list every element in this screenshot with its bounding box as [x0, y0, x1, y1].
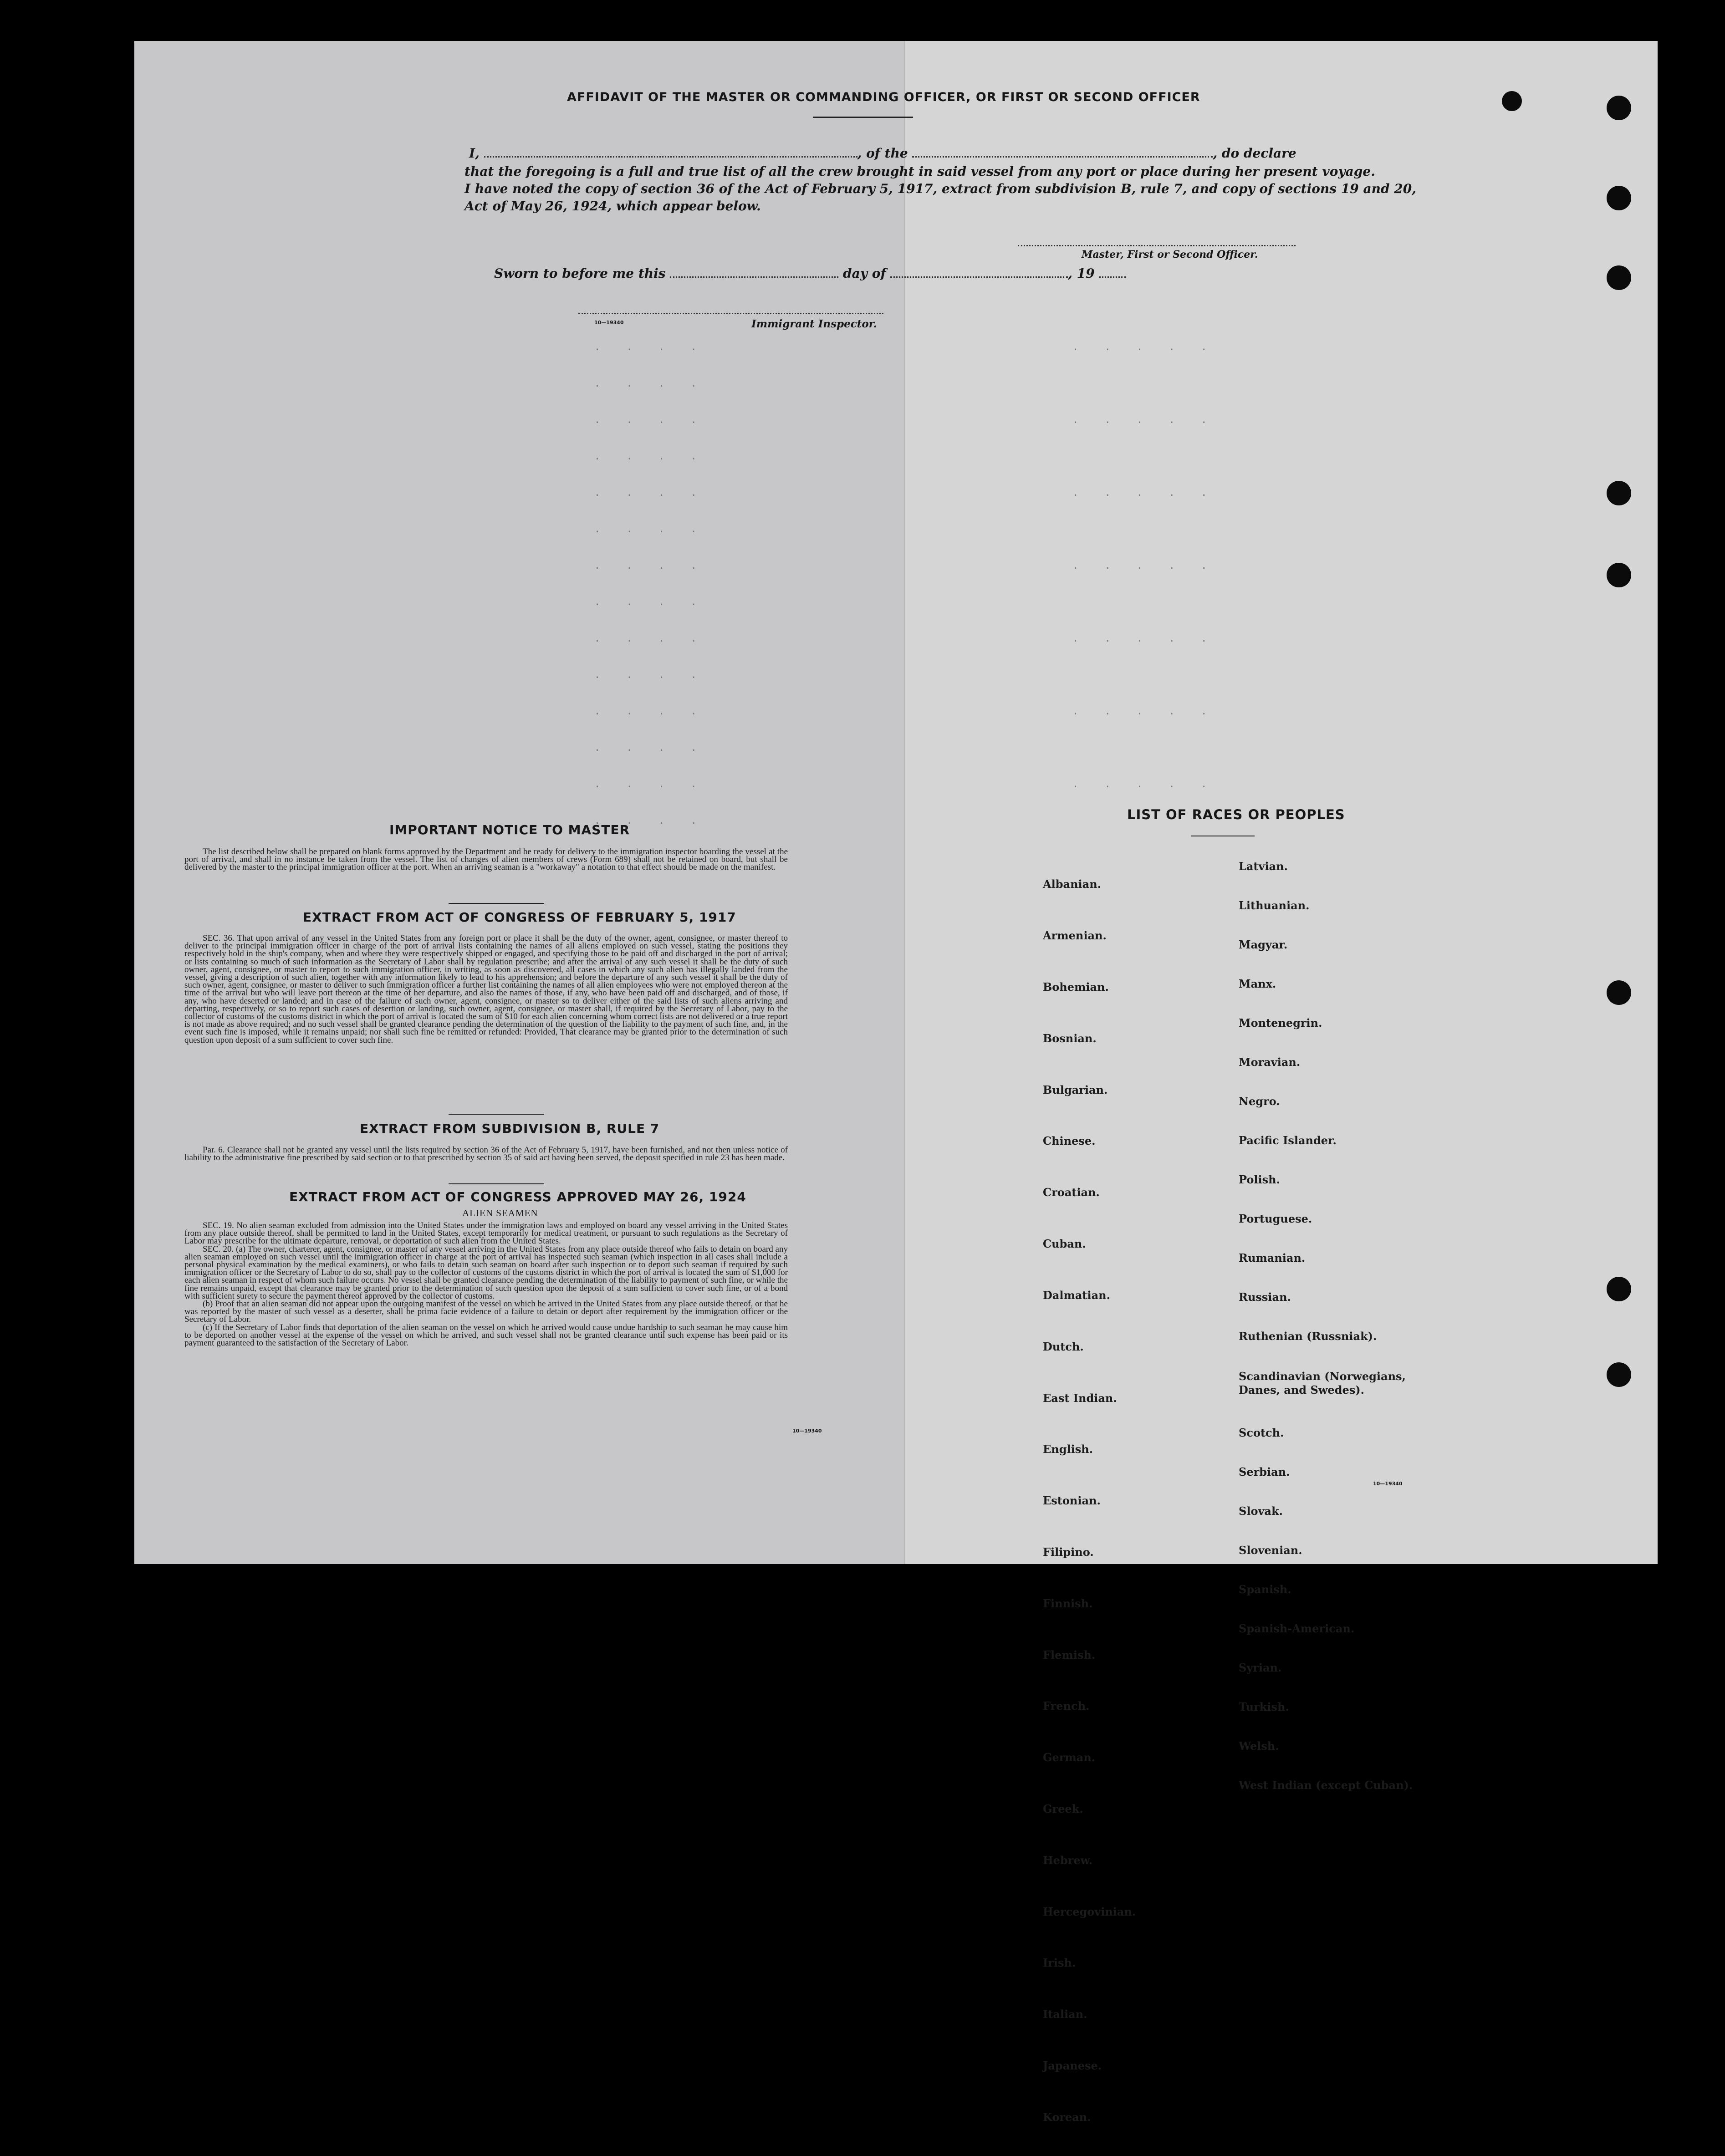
affidavit-line-2: that the foregoing is a full and true list of all the crew brought in said vessel from any port or place during her present voyage.	[464, 164, 1375, 179]
leader-dots: . . . . .	[1072, 633, 1217, 644]
inspector-caption: Immigrant Inspector.	[751, 318, 877, 330]
races-form-number: 10—19340	[1373, 1481, 1403, 1487]
extract-1917-body: SEC. 36. That upon arrival of any vessel in the United States from any foreign port or place it shall be the duty of the owner, agent, consignee, or master thereof to deliver to the principal immigration officer in charge of the port of arrival lists containing the names of all aliens employed on such vessel, stating the positions they respectively hold in the ship's company, when and where they were respectively shipped or engaged, and specifying those to be paid off and discharged in the port of arrival; or lists containing so much of such information as the Secretary of Labor shall by regulation prescribe; and after the arrival of any such vessel it shall be the duty of such owner, agent, consignee, or master to report to such immigration officer, in writing, as soon as discovered, all cases in which any such alien has illegally landed from the vessel, giving a description of such alien, together with any information likely to lead to his apprehension; and before the departure of any such vessel it shall be the duty of such owner, agent, consignee, or master to deliver to such immigration officer a further list containing the names of all alien employees who were not employed thereon at the time of the arrival but who will leave port thereon at the time of her departure, and also the names of those, if any, who have been paid off and discharged, and of those, if any, who have deserted or landed; and in case of the failure of such owner, agent, consignee, or master so to deliver either of the said lists of such aliens arriving and departing, respectively, or so to report such cases of desertion or landing, such owner, agent, consignee, or master shall, if required by the Secretary of Labor, pay to the collector of customs of the customs district in which the port of arrival is located the sum of $10 for each alien concerning whom correct lists are not delivered or a true report is not made as above required; and no such vessel shall be granted clearance pending the determination of the question of the liability to the payment of such fine, and, in the event such fine is imposed, while it remains unpaid; nor shall such fine be remitted or refunded: Provided, That clearance may be granted prior to the determination of such question upon deposit of a sum sufficient to cover such fine.	[184, 933, 788, 1045]
race-item: Manx.	[1239, 977, 1276, 990]
punch-hole	[1607, 265, 1631, 290]
sworn-label: Sworn to before me this	[494, 266, 666, 281]
name-field[interactable]	[484, 156, 857, 158]
leader-dots: . . . . .	[1072, 706, 1217, 717]
race-item: Spanish-American.	[1239, 1622, 1355, 1635]
leader-dots: . . . .	[594, 560, 707, 571]
race-item: Latvian.	[1239, 860, 1288, 873]
punch-hole	[1607, 186, 1631, 210]
vessel-field[interactable]	[912, 156, 1213, 158]
race-item: Portuguese.	[1239, 1212, 1312, 1225]
leader-dots: . . . .	[594, 414, 707, 426]
alien-seamen-subtitle: ALIEN SEAMEN	[462, 1208, 538, 1218]
race-item: Japanese.	[1043, 2059, 1102, 2073]
extract-rule7-body: Par. 6. Clearance shall not be granted any vessel until the lists required by section 36 of the Act of February 5, 1917, have been furnished, and not then unless notice of liability to the administrative fine prescribed by said section or to that prescribed by section 35 of said act having been served, the deposit specified in rule 23 has been made.	[184, 1145, 788, 1163]
race-item: Chinese.	[1043, 1134, 1096, 1148]
punch-hole	[1502, 91, 1522, 111]
race-item: Finnish.	[1043, 1596, 1093, 1610]
leader-dots: . . . .	[594, 633, 707, 644]
race-item: Armenian.	[1043, 929, 1107, 943]
extract-1924-title: EXTRACT FROM ACT OF CONGRESS APPROVED MAY 26, 1924	[289, 1189, 746, 1204]
notice-title: IMPORTANT NOTICE TO MASTER	[389, 822, 630, 837]
race-item: Hebrew.	[1043, 1853, 1093, 1867]
divider	[449, 1183, 544, 1184]
race-item: Slovak.	[1239, 1504, 1283, 1518]
race-item: Slovenian.	[1239, 1544, 1302, 1557]
race-item: Dalmatian.	[1043, 1288, 1110, 1302]
affidavit-line-1	[469, 146, 1296, 161]
race-item: Serbian.	[1239, 1465, 1290, 1478]
divider	[449, 1114, 544, 1115]
race-item: Negro.	[1239, 1095, 1280, 1108]
leader-dots: . . . .	[594, 742, 707, 754]
inspector-signature-line[interactable]	[578, 313, 883, 314]
sworn-day-field[interactable]	[670, 276, 838, 278]
race-item: Filipino.	[1043, 1545, 1094, 1559]
race-item: English.	[1043, 1442, 1093, 1456]
race-item: Estonian.	[1043, 1494, 1101, 1508]
affidavit-line-3: I have noted the copy of section 36 of the Act of February 5, 1917, extract from subdivision B, rule 7, and copy of sections 19 and 20,	[464, 181, 1417, 196]
extract-rule7-title: EXTRACT FROM SUBDIVISION B, RULE 7	[360, 1121, 660, 1136]
race-item: Albanian.	[1043, 877, 1101, 891]
punch-hole	[1607, 1277, 1631, 1301]
divider	[449, 903, 544, 904]
leader-dots: . . . .	[594, 669, 707, 681]
punch-hole	[1607, 980, 1631, 1005]
leader-dots: . . . .	[594, 378, 707, 389]
race-item: Polish.	[1239, 1173, 1280, 1186]
extract-1924-body: SEC. 19. No alien seaman excluded from admission into the United States under the immigration laws and employed on board any vessel arriving in the United States from any place outside thereof, shall be permitted to land in the United States, except temporarily for medical treatment, or pursuant to such regulations as the Secretary of Labor may prescribe for the ultimate departure, removal, or deportation of such alien from the United States. SEC. 20. (a) The owner, charterer, agent, consignee, or master of any vessel arriving in the United States from any place outside thereof who fails to detain on board any alien seaman employed on such vessel until the immigration officer in charge at the port of arrival has inspected such seaman (which inspection in all cases shall include a personal physical examination by the medical examiners), or who fails to detain such seaman on board after such inspection or to deport such seaman if required by such immigration officer or the Secretary of Labor to do so, shall pay to the collector of customs of the customs district in which the port of arrival is located the sum of $1,000 for each alien seaman in respect of whom such failure occurs. No vessel shall be granted clearance pending the determination of the liability to payment of such fine, or while the fine remains unpaid, except that clearance may be granted prior to the determination of such question upon the deposit of a sum sufficient to cover such fine, or of a bond with sufficient surety to secure the payment thereof approved by the collector of customs. (b) Proof that an alien seaman did not appear upon the outgoing manifest of the vessel on which he arrived in the United States from any place outside thereof, or that he was reported by the master of such vessel as a deserter, shall be prima facie evidence of a failure to detain or deport after requirement by the immigration officer or the Secretary of Labor. (c) If the Secretary of Labor finds that deportation of the alien seaman on the vessel on which he arrived would cause undue hardship to such seaman he may cause him to be deported on another vessel at the expense of the vessel on which he arrived, and such vessel shall not be granted clearance until such expense has been paid or its payment guaranteed to the satisfaction of the Secretary of Labor.	[184, 1221, 788, 1348]
race-item: Flemish.	[1043, 1648, 1096, 1662]
leader-dots: . . . .	[594, 596, 707, 608]
race-item: Pacific Islander.	[1239, 1134, 1337, 1147]
leader-dots: . . . . .	[1072, 341, 1217, 353]
race-item: Turkish.	[1239, 1700, 1289, 1713]
race-item: Italian.	[1043, 2008, 1087, 2021]
leader-dots: . . . .	[594, 706, 707, 717]
punch-hole	[1607, 96, 1631, 120]
sworn-year-field[interactable]	[1099, 276, 1126, 278]
punch-hole	[1607, 1362, 1631, 1387]
title-underline	[813, 117, 913, 118]
leader-dots: . . . . .	[1072, 560, 1217, 571]
race-item: Cuban.	[1043, 1237, 1086, 1251]
punch-hole	[1607, 481, 1631, 505]
race-item: French.	[1043, 1699, 1090, 1713]
sworn-month-field[interactable]	[890, 276, 1068, 278]
race-item: Lithuanian.	[1239, 899, 1310, 912]
master-signature-line[interactable]	[1018, 245, 1296, 246]
races-left-column	[1043, 846, 1136, 2156]
notice-body: The list described below shall be prepared on blank forms approved by the Department and be ready for delivery to the immigration inspector boarding the vessel at the port of arrival, and shall in no instance be taken from the vessel. The list of changes of alien members of crews (Form 689) shall not be retained on board, but shall be delivered by the master to the principal immigration officer at the port. When an arriving seaman is a "workaway" a notation to that effect should be made on the manifest.	[184, 847, 788, 872]
race-item: Bosnian.	[1043, 1031, 1097, 1045]
day-of-label: day of	[843, 266, 886, 281]
extract-form-number: 10—19340	[792, 1428, 822, 1434]
leader-dots: . . . .	[594, 779, 707, 790]
race-item: Rumanian.	[1239, 1251, 1306, 1264]
race-item: Hercegovinian.	[1043, 1905, 1136, 1918]
race-item: Russian.	[1239, 1290, 1291, 1304]
i-label: I,	[469, 146, 480, 161]
race-item: Syrian.	[1239, 1661, 1282, 1674]
race-item: Magyar.	[1239, 938, 1288, 951]
race-item: German.	[1043, 1751, 1096, 1764]
race-item: Dutch.	[1043, 1340, 1084, 1353]
of-the-label: , of the	[857, 146, 908, 161]
affidavit-line-4: Act of May 26, 1924, which appear below.	[464, 199, 761, 214]
leader-dots: . . . .	[594, 815, 707, 826]
race-item: Greek.	[1043, 1802, 1083, 1816]
race-item: Moravian.	[1239, 1055, 1301, 1069]
leader-dots: . . . .	[594, 451, 707, 462]
manifest-page	[134, 41, 1658, 2124]
leader-dots: . . . .	[594, 341, 707, 353]
leader-dots: . . . . .	[1072, 779, 1217, 790]
races-right-column	[1239, 846, 1413, 1810]
do-declare-label: , do declare	[1213, 146, 1296, 161]
year-prefix: , 19	[1068, 266, 1095, 281]
leader-dots: . . . . .	[1072, 487, 1217, 499]
leader-dots: . . . .	[594, 487, 707, 499]
race-item: Bohemian.	[1043, 980, 1109, 994]
race-item: Scotch.	[1239, 1426, 1284, 1439]
race-item: Ruthenian (Russniak).	[1239, 1330, 1377, 1343]
race-item: Spanish.	[1239, 1583, 1291, 1596]
race-item: Montenegrin.	[1239, 1016, 1322, 1030]
sworn-line	[494, 266, 1126, 281]
race-item: East Indian.	[1043, 1391, 1117, 1405]
race-item: Bulgarian.	[1043, 1083, 1108, 1096]
punch-hole	[1607, 563, 1631, 587]
race-item: West Indian (except Cuban).	[1239, 1779, 1413, 1792]
race-item: Welsh.	[1239, 1739, 1279, 1753]
race-item: Korean.	[1043, 2110, 1091, 2124]
master-caption: Master, First or Second Officer.	[1082, 249, 1258, 260]
affidavit-form-number: 10—19340	[594, 320, 624, 326]
race-item: Irish.	[1043, 1956, 1076, 1970]
leader-dots: . . . . .	[1072, 414, 1217, 426]
race-item: Scandinavian (Norwegians, Danes, and Swedes).	[1239, 1370, 1406, 1397]
races-title: LIST OF RACES OR PEOPLES	[1127, 807, 1345, 822]
extract-1917-title: EXTRACT FROM ACT OF CONGRESS OF FEBRUARY 5, 1917	[303, 910, 736, 925]
affidavit-title: AFFIDAVIT OF THE MASTER OR COMMANDING OFFICER, OR FIRST OR SECOND OFFICER	[567, 90, 1200, 104]
race-item: Croatian.	[1043, 1186, 1100, 1199]
leader-dots: . . . .	[594, 524, 707, 535]
